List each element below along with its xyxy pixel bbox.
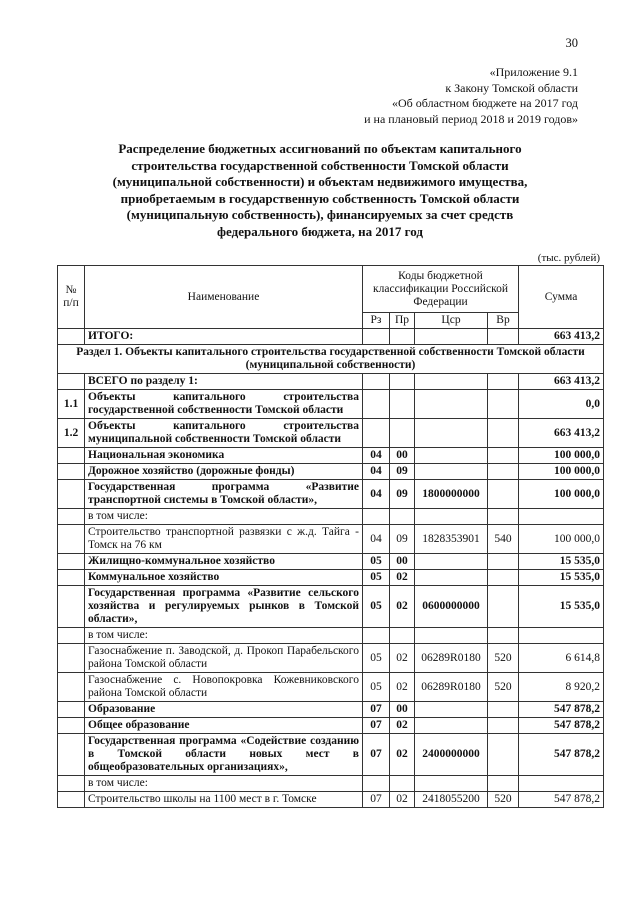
row-vr — [488, 628, 519, 644]
table-row — [58, 480, 604, 509]
row-pr: 00 — [390, 448, 415, 464]
row-sum: 0,0 — [519, 390, 604, 419]
row-csr: 1828353901 — [415, 525, 488, 554]
row-pr: 02 — [390, 734, 415, 776]
row-vr — [488, 509, 519, 525]
budget-table — [57, 265, 604, 808]
row-name: Образование — [85, 702, 363, 718]
row-num — [58, 448, 85, 464]
appendix-header — [364, 65, 578, 127]
row-sum: 547 878,2 — [519, 718, 604, 734]
row-vr — [488, 448, 519, 464]
row-rz: 04 — [363, 464, 390, 480]
section-heading: Раздел 1. Объекты капитального строительства государственной собственности Томской области (муниципальной собственности) — [58, 345, 604, 374]
row-rz — [363, 419, 390, 448]
row-vr — [488, 586, 519, 628]
row-pr: 02 — [390, 570, 415, 586]
row-vr — [488, 718, 519, 734]
header-sum: Сумма — [519, 266, 604, 329]
row-pr — [390, 776, 415, 792]
table-row — [58, 702, 604, 718]
row-name: ВСЕГО по разделу 1: — [85, 374, 363, 390]
header-rz: Рз — [363, 313, 390, 329]
row-num — [58, 718, 85, 734]
row-sum — [519, 509, 604, 525]
row-vr: 540 — [488, 525, 519, 554]
table-row — [58, 464, 604, 480]
row-vr — [488, 374, 519, 390]
row-pr: 02 — [390, 644, 415, 673]
row-num — [58, 464, 85, 480]
units-label: (тыс. рублей) — [537, 252, 600, 264]
table-row — [58, 374, 604, 390]
row-csr — [415, 718, 488, 734]
header-pr: Пр — [390, 313, 415, 329]
row-rz: 04 — [363, 448, 390, 464]
row-sum: 547 878,2 — [519, 734, 604, 776]
row-csr — [415, 464, 488, 480]
row-rz: 07 — [363, 702, 390, 718]
row-sum: 8 920,2 — [519, 673, 604, 702]
row-csr — [415, 448, 488, 464]
table-row — [58, 644, 604, 673]
row-sum: 100 000,0 — [519, 525, 604, 554]
total-row — [58, 329, 604, 345]
row-name: Объекты капитального строительства муниципальной собственности Томской области — [85, 419, 363, 448]
table-row — [58, 570, 604, 586]
row-vr — [488, 480, 519, 509]
row-csr — [415, 702, 488, 718]
row-num — [58, 734, 85, 776]
row-rz — [363, 509, 390, 525]
row-sum: 547 878,2 — [519, 702, 604, 718]
row-name: Государственная программа «Содействие созданию в Томской области новых мест в общеобразовательных организациях», — [85, 734, 363, 776]
row-vr — [488, 776, 519, 792]
row-pr — [390, 509, 415, 525]
row-sum: 547 878,2 — [519, 792, 604, 808]
row-num — [58, 628, 85, 644]
row-csr — [415, 390, 488, 419]
row-pr — [390, 374, 415, 390]
row-rz: 07 — [363, 718, 390, 734]
row-vr — [488, 390, 519, 419]
row-name: Общее образование — [85, 718, 363, 734]
row-sum: 100 000,0 — [519, 448, 604, 464]
row-vr — [488, 419, 519, 448]
row-name: Жилищно-коммунальное хозяйство — [85, 554, 363, 570]
row-csr — [415, 419, 488, 448]
row-csr: 2418055200 — [415, 792, 488, 808]
table-row — [58, 509, 604, 525]
table-row — [58, 718, 604, 734]
row-sum: 15 535,0 — [519, 554, 604, 570]
row-vr — [488, 702, 519, 718]
row-pr: 00 — [390, 702, 415, 718]
row-num — [58, 586, 85, 628]
row-rz: 05 — [363, 570, 390, 586]
row-rz: 04 — [363, 480, 390, 509]
row-pr: 00 — [390, 554, 415, 570]
total-sum: 663 413,2 — [519, 329, 604, 345]
row-num — [58, 570, 85, 586]
row-vr: 520 — [488, 644, 519, 673]
row-pr: 02 — [390, 673, 415, 702]
row-name: в том числе: — [85, 776, 363, 792]
row-num — [58, 509, 85, 525]
row-num — [58, 644, 85, 673]
row-csr — [415, 776, 488, 792]
header-num: № п/п — [58, 266, 85, 329]
row-num — [58, 525, 85, 554]
row-num — [58, 792, 85, 808]
row-name: Национальная экономика — [85, 448, 363, 464]
row-rz: 07 — [363, 734, 390, 776]
page-number: 30 — [565, 36, 578, 50]
row-rz — [363, 390, 390, 419]
row-num — [58, 374, 85, 390]
table-row — [58, 792, 604, 808]
row-num — [58, 480, 85, 509]
row-name: Газоснабжение п. Заводской, д. Прокоп Парабельского района Томской области — [85, 644, 363, 673]
row-pr: 02 — [390, 718, 415, 734]
row-sum: 663 413,2 — [519, 419, 604, 448]
row-pr — [390, 628, 415, 644]
table-row — [58, 448, 604, 464]
row-rz: 05 — [363, 644, 390, 673]
row-sum: 663 413,2 — [519, 374, 604, 390]
row-pr: 02 — [390, 792, 415, 808]
row-csr — [415, 374, 488, 390]
row-rz — [363, 628, 390, 644]
row-name: Коммунальное хозяйство — [85, 570, 363, 586]
row-num — [58, 776, 85, 792]
row-name: в том числе: — [85, 509, 363, 525]
total-label: ИТОГО: — [85, 329, 363, 345]
row-vr: 520 — [488, 673, 519, 702]
row-csr: 1800000000 — [415, 480, 488, 509]
row-csr: 2400000000 — [415, 734, 488, 776]
row-pr: 02 — [390, 586, 415, 628]
row-num: 1.1 — [58, 390, 85, 419]
header-vr: Вр — [488, 313, 519, 329]
row-rz: 05 — [363, 673, 390, 702]
row-sum: 15 535,0 — [519, 586, 604, 628]
row-rz: 05 — [363, 586, 390, 628]
row-csr — [415, 570, 488, 586]
row-pr — [390, 390, 415, 419]
appendix-line: и на плановый период 2018 и 2019 годов» — [364, 111, 578, 126]
appendix-line: к Закону Томской области — [445, 80, 578, 95]
table-row — [58, 734, 604, 776]
row-vr — [488, 570, 519, 586]
header-codes: Коды бюджетной классификации Российской Федерации — [363, 266, 519, 313]
row-sum: 6 614,8 — [519, 644, 604, 673]
row-pr: 09 — [390, 480, 415, 509]
table-row — [58, 525, 604, 554]
table-row — [58, 776, 604, 792]
table-row — [58, 390, 604, 419]
row-rz — [363, 776, 390, 792]
row-num — [58, 554, 85, 570]
row-name: Газоснабжение с. Новопокровка Кожевниковского района Томской области — [85, 673, 363, 702]
row-name: Государственная программа «Развитие транспортной системы в Томской области», — [85, 480, 363, 509]
row-num — [58, 673, 85, 702]
row-name: в том числе: — [85, 628, 363, 644]
row-csr — [415, 509, 488, 525]
row-sum: 100 000,0 — [519, 464, 604, 480]
row-csr: 06289R0180 — [415, 673, 488, 702]
row-rz: 04 — [363, 525, 390, 554]
document-title: Распределение бюджетных ассигнований по объектам капитального строительства государственной собственности Томской области (муниципальной собственности) и объектам недвижимого имущества, приобретаемым в государственную собственность Томской области (муниципальную собственность), финансируемых за счет средств федерального бюджета, на 2017 год — [112, 141, 528, 239]
row-sum: 15 535,0 — [519, 570, 604, 586]
row-vr — [488, 554, 519, 570]
row-name: Государственная программа «Развитие сельского хозяйства и регулируемых рынков в Томской области», — [85, 586, 363, 628]
row-vr — [488, 734, 519, 776]
table-row — [58, 554, 604, 570]
row-sum — [519, 628, 604, 644]
row-num: 1.2 — [58, 419, 85, 448]
row-vr: 520 — [488, 792, 519, 808]
header-csr: Цср — [415, 313, 488, 329]
table-row — [58, 673, 604, 702]
row-csr — [415, 554, 488, 570]
row-sum — [519, 776, 604, 792]
row-pr: 09 — [390, 525, 415, 554]
row-pr — [390, 419, 415, 448]
row-name: Объекты капитального строительства государственной собственности Томской области — [85, 390, 363, 419]
row-num — [58, 702, 85, 718]
row-rz: 07 — [363, 792, 390, 808]
row-pr: 09 — [390, 464, 415, 480]
table-row — [58, 586, 604, 628]
row-csr — [415, 628, 488, 644]
table-row — [58, 628, 604, 644]
row-csr: 06289R0180 — [415, 644, 488, 673]
appendix-line: «Приложение 9.1 — [489, 65, 578, 79]
table-row — [58, 419, 604, 448]
row-vr — [488, 464, 519, 480]
row-rz — [363, 374, 390, 390]
header-name: Наименование — [85, 266, 363, 329]
section-heading-row — [58, 345, 604, 374]
row-rz: 05 — [363, 554, 390, 570]
row-csr: 0600000000 — [415, 586, 488, 628]
appendix-line: «Об областном бюджете на 2017 год — [392, 96, 578, 110]
row-name: Строительство транспортной развязки с ж.д. Тайга - Томск на 76 км — [85, 525, 363, 554]
row-name: Строительство школы на 1100 мест в г. Томске — [85, 792, 363, 808]
row-sum: 100 000,0 — [519, 480, 604, 509]
row-name: Дорожное хозяйство (дорожные фонды) — [85, 464, 363, 480]
